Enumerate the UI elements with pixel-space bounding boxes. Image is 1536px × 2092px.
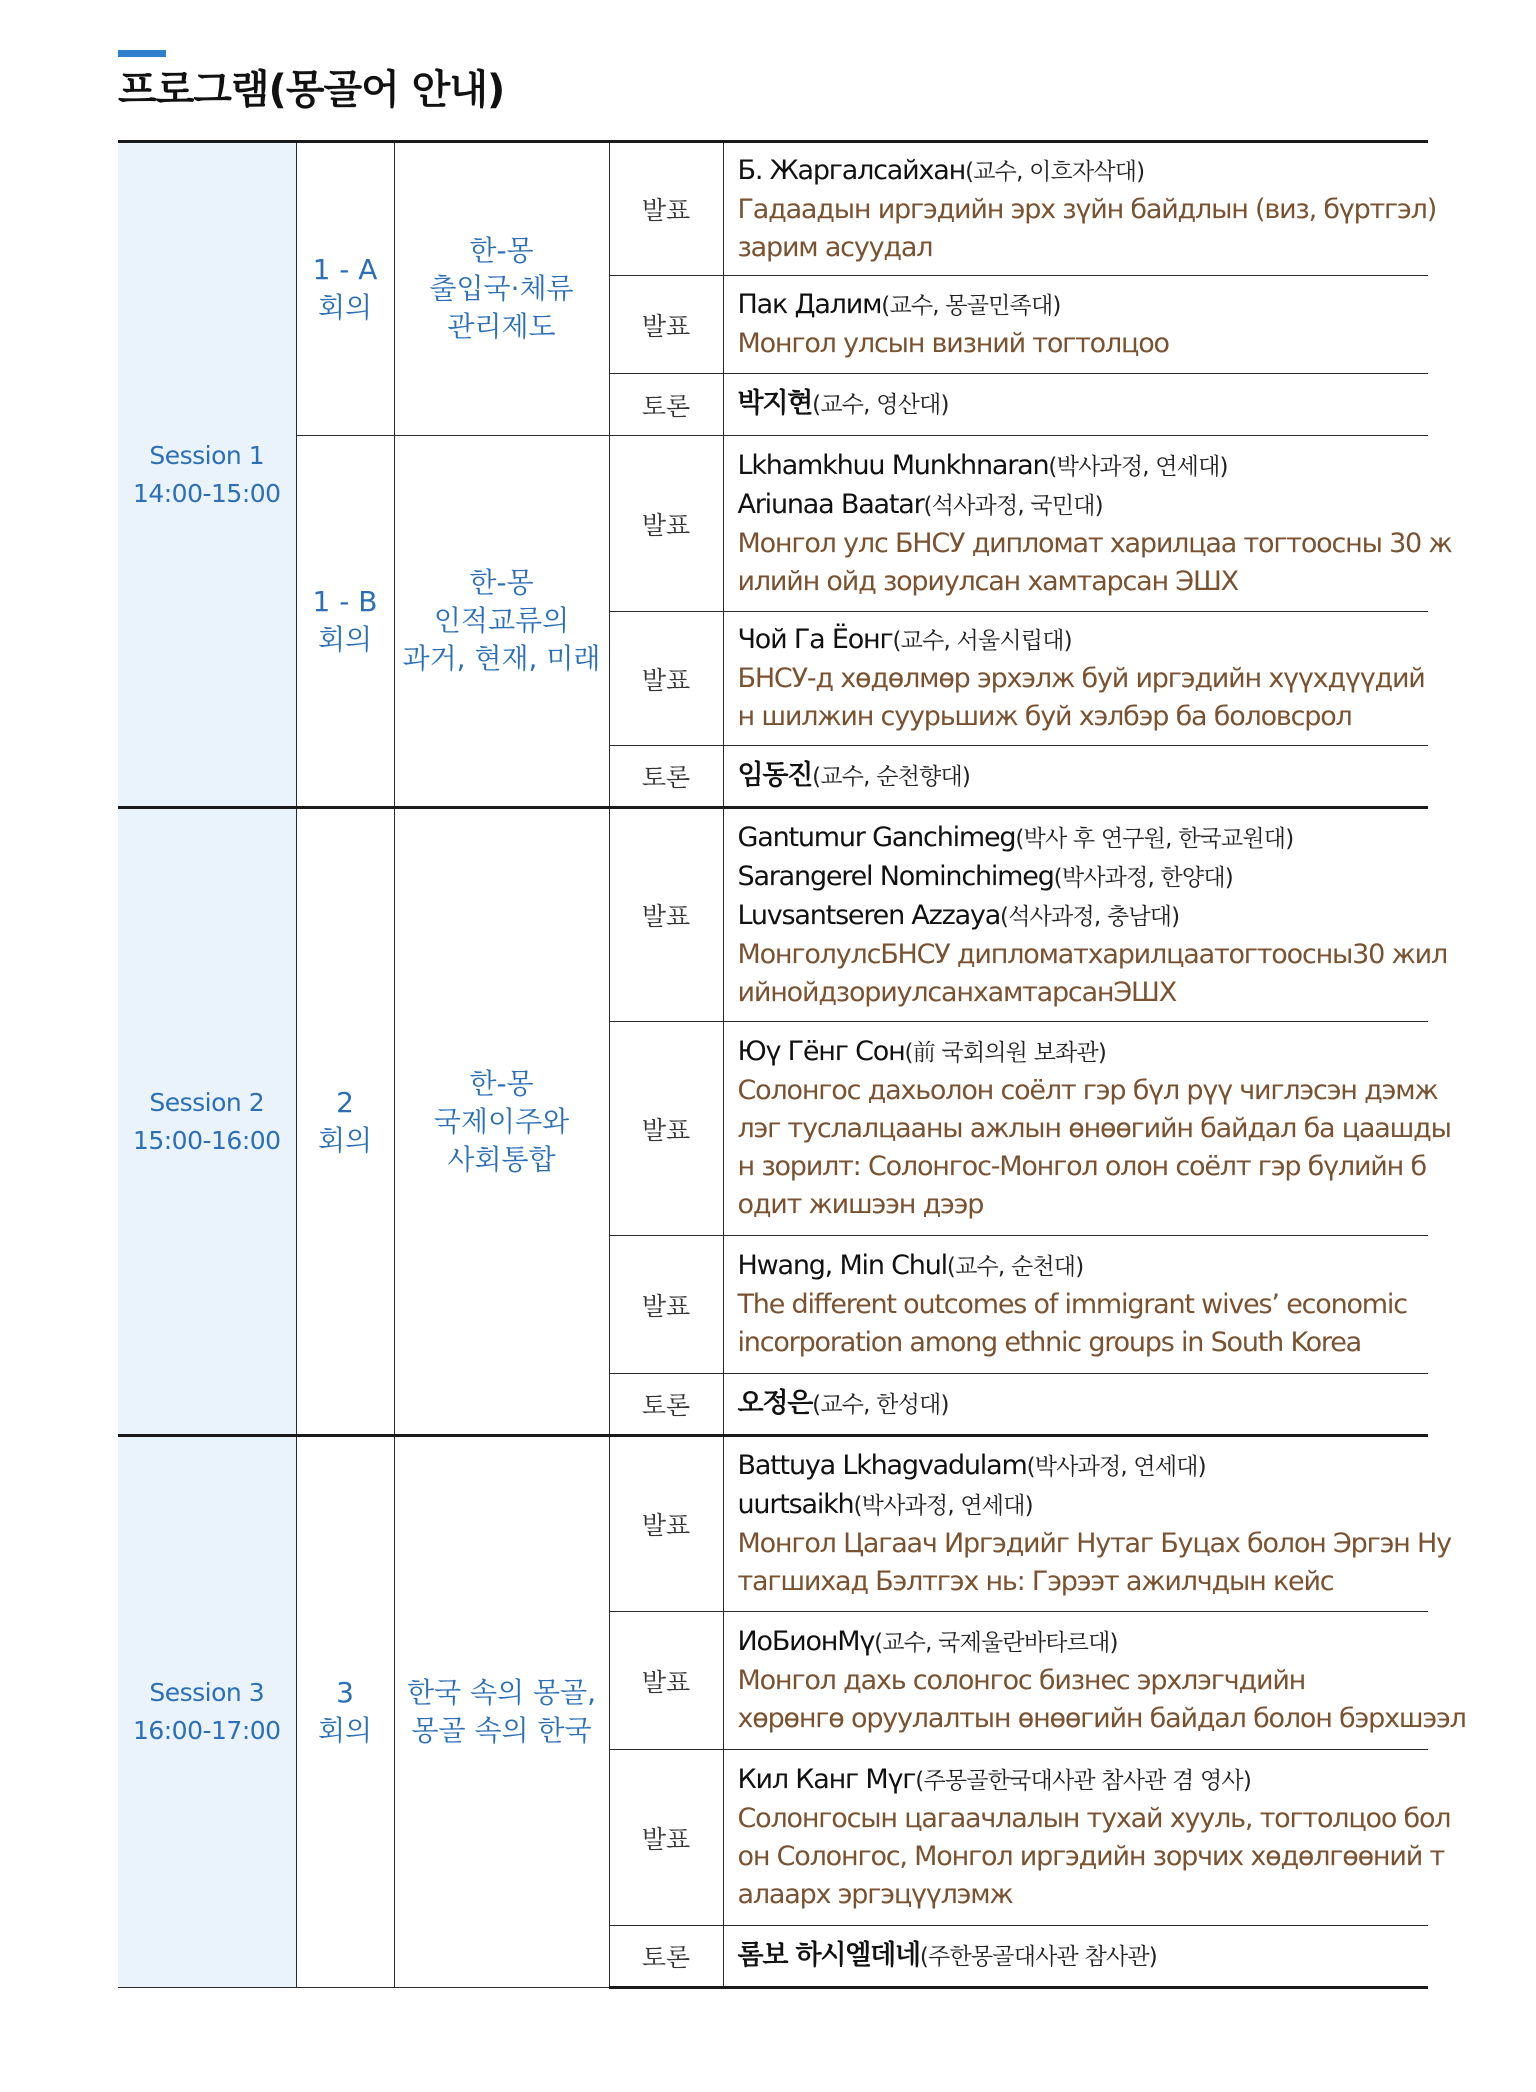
speaker-affiliation: (교수, 서울시립대) [892,628,1072,654]
speaker-affiliation: (박사과정, 한양대) [1053,864,1233,891]
speaker-affiliation: (교수, 국제울란바타르대) [874,1630,1118,1656]
speaker [738,858,1423,897]
presentation-title-line: Монгол Цагаач Иргэдийг Нутаг Буцах болон Эргэн Ну [737,1528,1451,1559]
meeting-number: 1 - A [312,253,378,286]
meeting-cell [296,436,394,808]
presentation-title-line: илийн ойд зориулсан хамтарсан ЭШХ [737,565,1238,597]
presentation-title-line: Монгол улсын визний тогтолцоо [737,328,1169,359]
presentation-title-line: н шилжин суурьшиж буй хэлбэр ба боловсрол [737,701,1352,732]
speaker [738,286,1423,325]
speaker-name: 롬보 하시엘데네 [737,1939,920,1971]
presentation-title-line: одит жишээн дээр [737,1189,984,1220]
speaker-name: Sarangerel Nominchimeg [737,860,1054,892]
speaker [738,819,1423,858]
session-time: 15:00-16:00 [132,1125,281,1155]
topic-cell [394,1436,609,1988]
speaker [738,1761,1423,1800]
speaker-name: 임동진 [737,759,813,791]
item-type: 발표 [609,1750,723,1926]
presentation-title-line: ийнойдзориулсанхамтарсанЭШХ [737,976,1176,1008]
topic-line: 한국 속의 몽골, [407,1676,596,1709]
presentation-title-line: БНСУ-д хөдөлмөр эрхэлж буй иргэдийн хүүхдүүдий [737,663,1425,694]
speaker-name: Hwang, Min Chul [737,1250,947,1281]
presentation-title-line: The different outcomes of immigrant wives’ economic [737,1289,1407,1320]
speaker [738,897,1423,936]
item-content [723,1612,1466,1750]
speaker-affiliation: (석사과정, 국민대) [923,492,1103,519]
speaker [738,486,1423,525]
item-type: 발표 [609,1436,723,1612]
speaker [738,152,1423,191]
item-content [723,374,1428,436]
speaker-affiliation: (박사과정, 연세대) [853,1493,1033,1519]
meeting-number: 2 [336,1085,354,1119]
item-type: 토론 [609,374,723,436]
item-type: 발표 [609,808,723,1022]
presentation-title-line: он Солонгос, Монгол иргэдийн зорчих хөдөлгөөний т [737,1841,1444,1872]
session-label: Session 1 [149,440,265,470]
item-content [723,1236,1428,1374]
speaker-name: Юү Гёнг Сон [737,1036,905,1067]
topic-line: 관리제도 [447,310,556,343]
item-content [723,276,1428,374]
speaker [738,1247,1423,1286]
session-cell [118,808,296,1436]
topic-line: 한-몽 [469,1066,534,1100]
speaker-name: Кил Канг Мүг [737,1764,916,1795]
item-type: 발표 [609,612,723,746]
topic-cell [394,808,609,1436]
presentation-title-line: МонголулсБНСУ дипломатхарилцаатогтоосны30 жил [737,938,1448,970]
speaker [738,1623,1423,1662]
speaker-name: 오정은 [737,1387,813,1419]
speaker [738,621,1423,660]
presentation-title-line: Солонгос дахьолон соёлт гэр бүл рүү чиглэсэн дэмж [737,1075,1438,1106]
topic-cell [394,142,609,436]
speaker-affiliation: (교수, 몽골민족대) [881,293,1061,319]
speaker [738,385,1423,424]
speaker-name: Lkhamkhuu Munkhnaran [737,449,1049,481]
speaker-affiliation: (주한몽골대사관 참사관) [919,1943,1157,1970]
item-content [723,1750,1451,1926]
program-row [118,436,1428,612]
item-content [723,1022,1451,1236]
item-content [723,1374,1428,1436]
item-content [723,808,1448,1022]
meeting-label: 회의 [317,1714,373,1747]
speaker-name: 박지현 [737,388,813,419]
topic-cell [394,436,609,808]
speaker-name: Чой Га Ёонг [737,624,893,655]
topic-line: 국제이주와 [433,1104,570,1138]
speaker [738,447,1423,486]
speaker-affiliation: (박사 후 연구원, 한국교원대) [1015,825,1294,852]
meeting-label: 회의 [317,291,373,324]
presentation-title-line: Солонгосын цагаачлалын тухай хууль, тогтолцоо бол [737,1803,1451,1834]
presentation-title-line: Монгол улс БНСУ дипломат харилцаа тогтоосны 30 ж [737,527,1452,559]
speaker-affiliation: (교수, 순천대) [946,1254,1084,1280]
topic-line: 한-몽 [469,566,534,599]
speaker-affiliation: (前 국회의원 보좌관) [904,1040,1107,1066]
presentation-title-line: лэг туслалцааны ажлын өнөөгийн байдал ба цаашды [737,1113,1451,1144]
speaker-name: uurtsaikh [737,1489,854,1520]
speaker-affiliation: (교수, 이흐자삭대) [965,158,1145,185]
speaker-name: Б. Жаргалсайхан [737,154,966,186]
session-cell [118,1436,296,1988]
meeting-number: 3 [336,1676,354,1709]
item-type: 발표 [609,1612,723,1750]
session-time: 14:00-15:00 [132,478,281,508]
item-content [723,1436,1451,1612]
presentation-title-line: incorporation among ethnic groups in South Korea [737,1327,1361,1358]
presentation-title-line: хөрөнгө оруулалтын өнөөгийн байдал болон бэрхшээл [737,1703,1466,1734]
presentation-title-line: зарим асуудал [737,231,933,263]
speaker [738,1937,1423,1976]
topic-line: 몽골 속의 한국 [411,1714,592,1747]
program-row [118,1436,1428,1612]
speaker-affiliation: (박사과정, 연세대) [1026,1454,1206,1480]
item-content [723,612,1428,746]
speaker-name: Ariunaa Baatar [737,488,924,520]
speaker [738,1447,1423,1486]
speaker [738,1486,1423,1525]
item-type: 발표 [609,142,723,276]
meeting-cell [296,1436,394,1988]
session-label: Session 3 [149,1678,265,1707]
item-type: 토론 [609,1926,723,1988]
presentation-title-line: алаарх эргэцүүлэмж [737,1879,1013,1910]
topic-line: 사회통합 [447,1142,556,1176]
meeting-label: 회의 [317,623,373,656]
meeting-label: 회의 [317,1123,373,1157]
item-type: 발표 [609,1236,723,1374]
meeting-cell [296,142,394,436]
item-type: 토론 [609,746,723,808]
presentation-title-line: Монгол дахь солонгос бизнес эрхлэгчдийн [737,1665,1306,1696]
session-cell [118,142,296,808]
title-accent-bar [118,50,166,57]
speaker-name: Пак Далим [737,289,882,320]
speaker [738,757,1423,796]
program-row [118,142,1428,276]
presentation-title-line: тагшихад Бэлтгэх нь: Гэрээт ажилчдын кейс [737,1566,1334,1597]
topic-line: 한-몽 [469,234,534,267]
item-type: 토론 [609,1374,723,1436]
speaker [738,1033,1423,1072]
program-table [118,140,1466,1989]
speaker-name: Luvsantseren Azzaya [737,899,1001,931]
item-content [723,436,1452,612]
item-type: 발표 [609,276,723,374]
speaker-name: ИоБионМү [737,1626,875,1657]
item-content [723,1926,1428,1988]
item-content [723,142,1437,276]
speaker-affiliation: (주몽골한국대사관 참사관 겸 영사) [915,1768,1251,1794]
session-time: 16:00-17:00 [132,1716,281,1745]
program-table-body [118,142,1466,1988]
item-type: 발표 [609,1022,723,1236]
meeting-number: 1 - B [312,585,378,618]
speaker-name: Battuya Lkhagvadulam [737,1450,1027,1481]
meeting-cell [296,808,394,1436]
session-label: Session 2 [149,1087,265,1117]
speaker-affiliation: (박사과정, 연세대) [1048,453,1228,480]
item-type: 발표 [609,436,723,612]
topic-line: 출입국·체류 [429,272,574,305]
topic-line: 과거, 현재, 미래 [402,642,601,675]
item-content [723,746,1428,808]
speaker [738,1385,1423,1424]
presentation-title-line: Гадаадын иргэдийн эрх зүйн байдлын (виз, бүртгэл) [737,193,1437,225]
presentation-title-line: н зорилт: Солонгос-Монгол олон соёлт гэр бүлийн б [737,1151,1426,1182]
page-title: 프로그램(몽골어 안내) [118,67,505,113]
speaker-name: Gantumur Ganchimeg [737,821,1016,853]
speaker-affiliation: (석사과정, 충남대) [1000,903,1180,930]
program-row [118,808,1428,1022]
speaker-affiliation: (교수, 순천향대) [812,763,971,790]
speaker-affiliation: (교수, 한성대) [812,1391,949,1418]
topic-line: 인적교류의 [433,604,570,637]
speaker-affiliation: (교수, 영산대) [812,392,949,418]
